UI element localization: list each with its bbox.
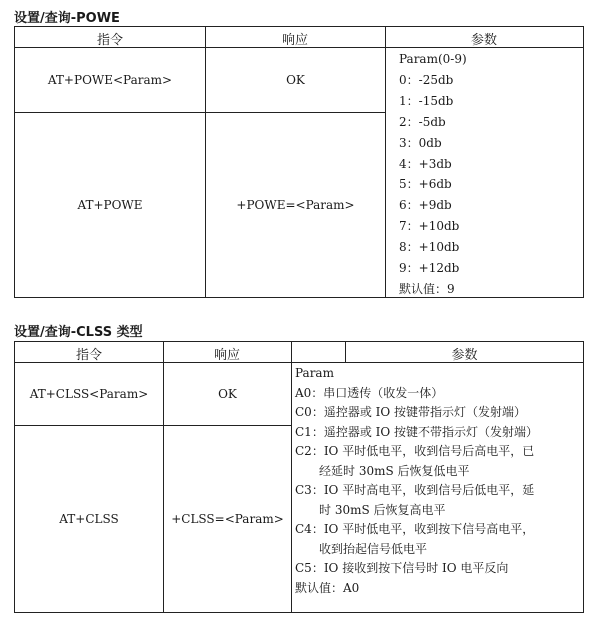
param-item-text: C2：IO 平时低电平，收到信号后高电平，已 [295, 444, 535, 458]
param-item: 7：+10db [399, 219, 460, 234]
section-title-powe: 设置/查询-POWE [14, 11, 120, 26]
param-item: Param [295, 366, 334, 380]
param-item: Param(0-9) [399, 52, 467, 66]
response-query: +CLSS=<Param> [171, 512, 284, 526]
param-item-text: C4：IO 平时低电平，收到按下信号高电平， [295, 522, 535, 536]
command-query: AT+CLSS [59, 512, 119, 526]
param-item: 4：+3db [399, 156, 452, 171]
param-item: C5：IO 接收到按下信号时 IO 电平反向 [295, 561, 509, 575]
powe-table [14, 26, 584, 298]
divider [291, 342, 292, 612]
header-command: 指令 [75, 348, 102, 363]
param-item: 0：-25db [399, 72, 454, 87]
command-query: AT+POWE [77, 198, 143, 212]
header-response: 响应 [281, 33, 308, 48]
param-item [295, 442, 538, 481]
param-item: C0：遥控器或 IO 按键带指示灯（发射端） [295, 405, 527, 419]
param-item-continuation: 时 30mS 后恢复高电平 [319, 502, 446, 517]
response-query: +POWE=<Param> [236, 198, 355, 212]
param-item: 3：0db [399, 135, 442, 150]
param-item: 6：+9db [399, 198, 452, 213]
param-default: 默认值：A0 [295, 580, 360, 595]
clss-table [14, 341, 584, 613]
param-default: 默认值：9 [399, 281, 455, 296]
command-set: AT+CLSS<Param> [29, 387, 149, 401]
param-item: 9：+12db [399, 261, 460, 276]
header-response: 响应 [213, 348, 240, 363]
param-list [399, 49, 467, 300]
header-params: 参数 [451, 348, 478, 363]
param-item-continuation: 收到抬起信号低电平 [319, 541, 428, 556]
param-item: 2：-5db [399, 114, 446, 129]
response-ok: OK [218, 387, 237, 401]
param-item [295, 481, 538, 520]
param-item-text: C3：IO 平时高电平，收到信号后低电平，延 [295, 483, 535, 497]
param-item: 8：+10db [399, 240, 460, 255]
param-item: C1：遥控器或 IO 按键不带指示灯（发射端） [295, 424, 539, 439]
param-item: A0：串口透传（收发一体） [295, 385, 444, 400]
param-item-continuation: 经延时 30mS 后恢复低电平 [319, 463, 470, 478]
divider [385, 27, 386, 297]
param-item: 1：-15db [399, 93, 454, 108]
param-item [295, 520, 538, 559]
param-list [295, 364, 538, 598]
param-item: 5：+6db [399, 177, 452, 192]
section-title-clss: 设置/查询-CLSS 类型 [14, 325, 143, 340]
response-ok: OK [286, 73, 305, 87]
header-command: 指令 [96, 33, 123, 48]
header-params: 参数 [470, 33, 497, 48]
command-set: AT+POWE<Param> [47, 73, 173, 87]
